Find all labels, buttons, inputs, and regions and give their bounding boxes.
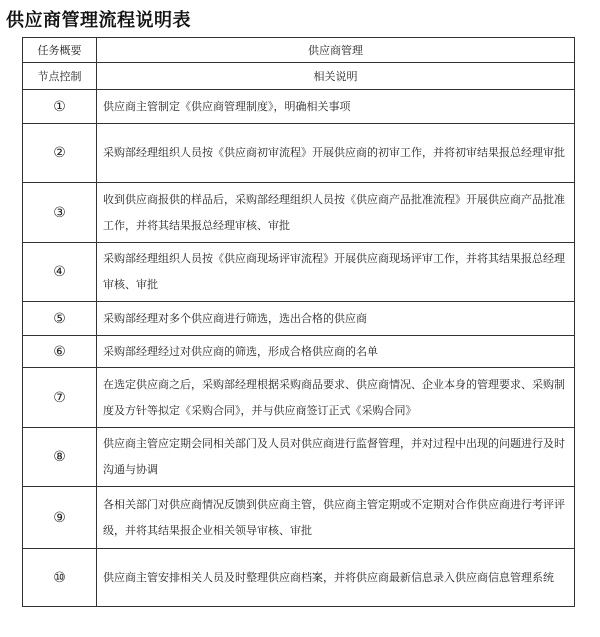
table-row	[23, 183, 575, 243]
step-description: 采购部经理组织人员按《供应商现场评审流程》开展供应商现场评审工作，并将其结果报总经理审核、审批	[97, 243, 575, 302]
step-description: 采购部经理对多个供应商进行筛选，选出合格的供应商	[97, 302, 575, 336]
header-related-notes: 相关说明	[97, 63, 575, 90]
header-row-task	[23, 38, 575, 63]
step-number: ⑨	[23, 487, 97, 549]
step-description: 采购部经理组织人员按《供应商初审流程》开展供应商的初审工作，并将初审结果报总经理审批	[97, 124, 575, 183]
header-node-control: 节点控制	[23, 63, 97, 90]
table-row	[23, 124, 575, 183]
header-supplier-management: 供应商管理	[97, 38, 575, 63]
step-number: ①	[23, 90, 97, 124]
step-number: ⑩	[23, 549, 97, 607]
table-row	[23, 428, 575, 487]
step-description: 在选定供应商之后，采购部经理根据采购商品要求、供应商情况、企业本身的管理要求、采购制度及方针等拟定《采购合同》，并与供应商签订正式《采购合同》	[97, 368, 575, 428]
step-number: ③	[23, 183, 97, 243]
table-row	[23, 549, 575, 607]
table-row	[23, 243, 575, 302]
step-description: 各相关部门对供应商情况反馈到供应商主管，供应商主管定期或不定期对合作供应商进行考评评级，并将其结果报企业相关领导审核、审批	[97, 487, 575, 549]
table-row	[23, 302, 575, 336]
page-title: 供应商管理流程说明表	[6, 10, 191, 31]
table-row	[23, 336, 575, 368]
step-description: 供应商主管制定《供应商管理制度》，明确相关事项	[97, 90, 575, 124]
step-number: ⑤	[23, 302, 97, 336]
step-number: ⑥	[23, 336, 97, 368]
step-description: 供应商主管安排相关人员及时整理供应商档案，并将供应商最新信息录入供应商信息管理系统	[97, 549, 575, 607]
table-row	[23, 487, 575, 549]
table-row	[23, 368, 575, 428]
process-table	[22, 37, 575, 607]
step-number: ⑧	[23, 428, 97, 487]
header-row-control	[23, 63, 575, 90]
step-number: ⑦	[23, 368, 97, 428]
table-row	[23, 90, 575, 124]
step-number: ②	[23, 124, 97, 183]
step-description: 采购部经理经过对供应商的筛选，形成合格供应商的名单	[97, 336, 575, 368]
step-description: 供应商主管应定期会同相关部门及人员对供应商进行监督管理，并对过程中出现的问题进行及时沟通与协调	[97, 428, 575, 487]
step-number: ④	[23, 243, 97, 302]
step-description: 收到供应商报供的样品后，采购部经理组织人员按《供应商产品批准流程》开展供应商产品批准工作，并将其结果报总经理审核、审批	[97, 183, 575, 243]
header-task-summary: 任务概要	[23, 38, 97, 63]
